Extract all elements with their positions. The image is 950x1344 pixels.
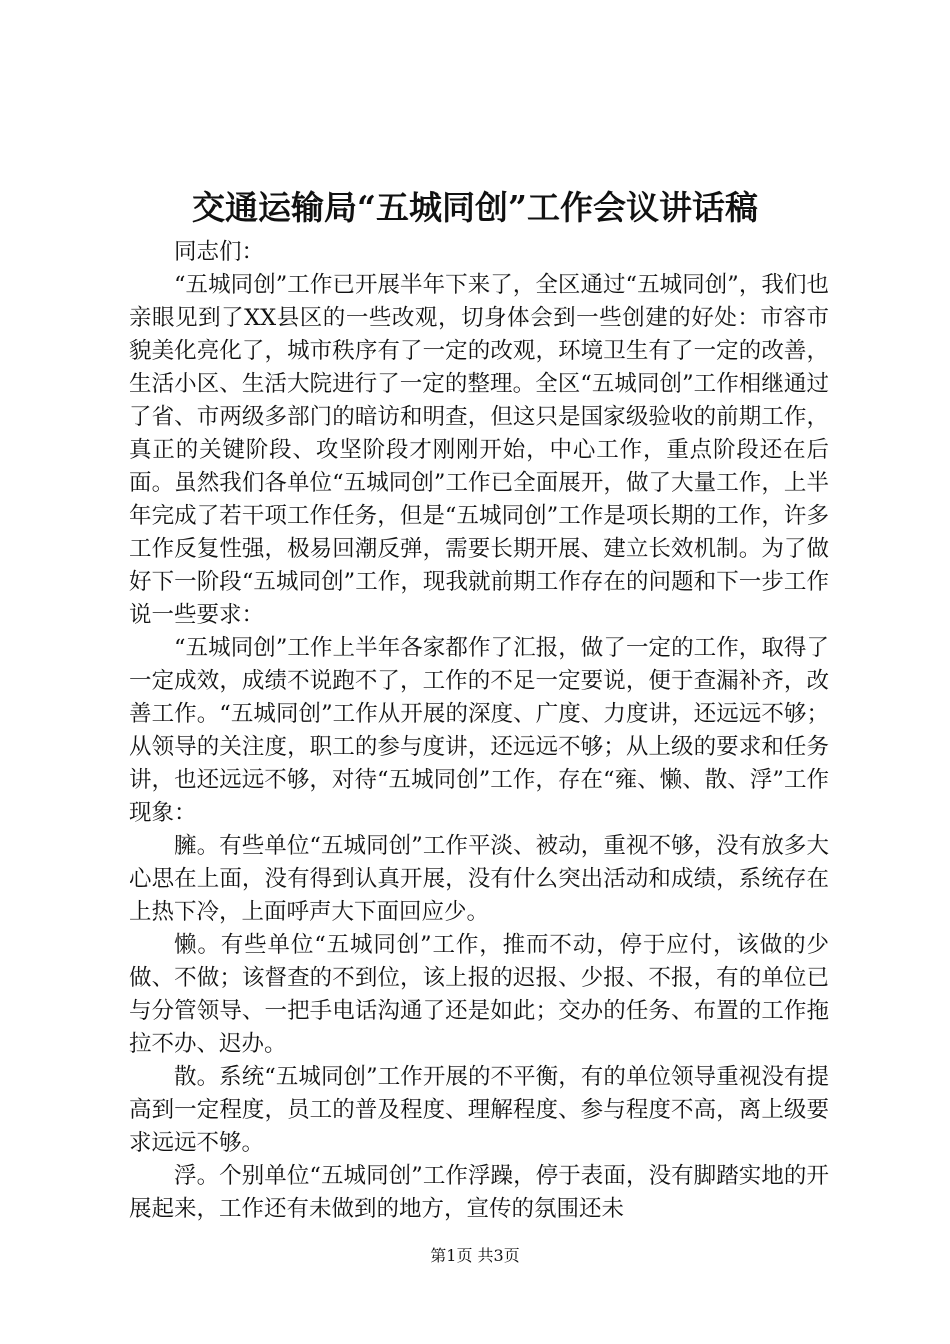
paragraph-salutation: 同志们：	[174, 239, 265, 265]
paragraph: 臃。有些单位“五城同创”工作平淡、被动，重视不够，没有放多大心思在上面，没有得到认真开展，没有什么突出活动和成绩，系统存在上热下冷，上面呼声大下面回应少。	[129, 833, 829, 925]
paragraph: “五城同创”工作上半年各家都作了汇报，做了一定的工作，取得了一定成效，成绩不说跑不了，工作的不足一定要说，便于查漏补齐，改善工作。“五城同创”工作从开展的深度、广度、力度讲，还远远不够；从领导的关注度，职工的参与度讲，还远远不够；从上级的要求和任务讲，也还远远不够，对待“五城同创”工作，存在“雍、懒、散、浮”工作现象：	[129, 635, 829, 826]
paragraph: 散。系统“五城同创”工作开展的不平衡，有的单位领导重视没有提高到一定程度，员工的普及程度、理解程度、参与程度不高，离上级要求远远不够。	[129, 1064, 829, 1156]
paragraph: 浮。个别单位“五城同创”工作浮躁，停于表面，没有脚踏实地的开展起来，工作还有未做到的地方，宣传的氛围还未	[129, 1163, 829, 1222]
paragraph: “五城同创”工作已开展半年下来了，全区通过“五城同创”，我们也亲眼见到了XX县区的一些改观，切身体会到一些创建的好处：市容市貌美化亮化了，城市秩序有了一定的改观，环境卫生有了一定的改善，生活小区、生活大院进行了一定的整理。全区“五城同创”工作相继通过了省、市两级多部门的暗访和明查，但这只是国家级验收的前期工作，真正的关键阶段、攻坚阶段才刚刚开始，中心工作，重点阶段还在后面。虽然我们各单位“五城同创”工作已全面展开，做了大量工作，上半年完成了若干项工作任务，但是“五城同创”工作是项长期的工作，许多工作反复性强，极易回潮反弹，需要长期开展、建立长效机制。为了做好下一阶段“五城同创”工作，现我就前期工作存在的问题和下一步工作说一些要求：	[129, 272, 829, 628]
document-body	[129, 236, 829, 1226]
page-footer: 第1页 共3页	[430, 1246, 520, 1265]
document-title: 交通运输局“五城同创”工作会议讲话稿	[192, 188, 758, 227]
paragraph: 懒。有些单位“五城同创”工作，推而不动，停于应付，该做的少做、不做；该督查的不到位，该上报的迟报、少报、不报，有的单位已与分管领导、一把手电话沟通了还是如此；交办的任务、布置的工作拖拉不办、迟办。	[129, 932, 829, 1057]
